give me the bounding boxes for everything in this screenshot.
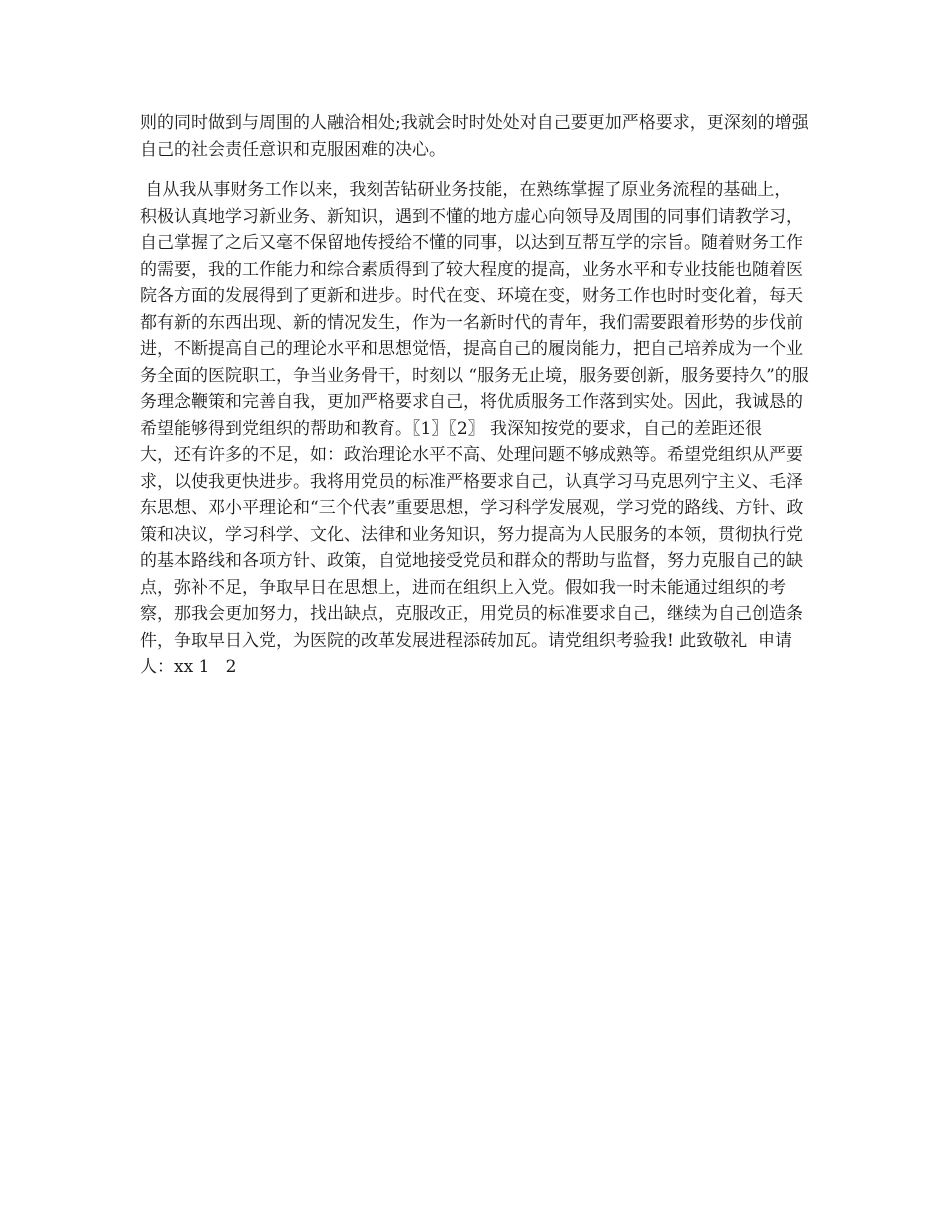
text-line: 则的同时做到与周围的人融洽相处;我就会时时处处对自己要更加严格要求，更深刻的增强 (140, 113, 809, 133)
text-line: 策和决议，学习科学、文化、法律和业务知识，努力提高为人民服务的本领，贯彻执行党 (140, 524, 803, 545)
text-line: 积极认真地学习新业务、新知识，遇到不懂的地方虚心向领导及周围的同事们请教学习， (140, 206, 803, 227)
text-line: 务理念鞭策和完善自我，更加严格要求自己，将优质服务工作落到实处。因此，我诚恳的 (140, 392, 803, 412)
text-line: 希望能够得到党组织的帮助和教育。〖1〗〖2〗 我深知按党的要求，自己的差距还很 (140, 418, 763, 439)
text-line: 都有新的东西出现、新的情况发生，作为一名新时代的青年，我们需要跟着形势的步伐前 (140, 312, 803, 333)
text-line: 务全面的医院职工，争当业务骨干，时刻以 “服务无止境，服务要创新，服务要持久”的服 (140, 365, 809, 386)
text-line: 察，那我会更加努力，找出缺点，克服改正，用党员的标准要求自己，继续为自己创造条 (140, 604, 803, 624)
text-line: 自己掌握了之后又毫不保留地传授给不懂的同事，以达到互帮互学的宗旨。随着财务工作 (140, 233, 803, 253)
text-line: 的需要，我的工作能力和综合素质得到了较大程度的提高，业务水平和专业技能也随着医 (140, 259, 803, 280)
paragraph-2 (140, 177, 812, 681)
text-line: 点，弥补不足，争取早日在思想上，进而在组织上入党。假如我一时未能通过组织的考 (140, 577, 786, 598)
text-line: 件，争取早日入党，为医院的改革发展进程添砖加瓦。请党组织考验我! 此致敬礼 申请 (140, 630, 793, 651)
document-body (140, 110, 812, 681)
text-line: 求，以使我更快进步。我将用党员的标准严格要求自己，认真学习马克思列宁主义、毛泽 (140, 471, 803, 492)
text-line: 人：xx 1 2 (140, 657, 237, 677)
paragraph-1 (140, 110, 812, 163)
text-line: 进，不断提高自己的理论水平和思想觉悟，提高自己的履岗能力，把自己培养成为一个业 (140, 339, 803, 359)
text-line: 东思想、邓小平理论和“三个代表”重要思想，学习科学发展观，学习党的路线、方针、政 (140, 498, 804, 518)
text-line: 的基本路线和各项方针、政策，自觉地接受党员和群众的帮助与监督，努力克服自己的缺 (140, 551, 803, 571)
text-line: 大，还有许多的不足，如：政治理论水平不高、处理问题不够成熟等。希望党组织从严要 (140, 445, 803, 465)
paragraph-gap (140, 163, 812, 177)
text-line: 院各方面的发展得到了更新和进步。时代在变、环境在变，财务工作也时时变化着，每天 (140, 286, 803, 306)
text-line: 自己的社会责任意识和克服困难的决心。 (140, 139, 446, 160)
text-line: 自从我从事财务工作以来，我刻苦钻研业务技能，在熟练掌握了原业务流程的基础上， (140, 180, 792, 200)
